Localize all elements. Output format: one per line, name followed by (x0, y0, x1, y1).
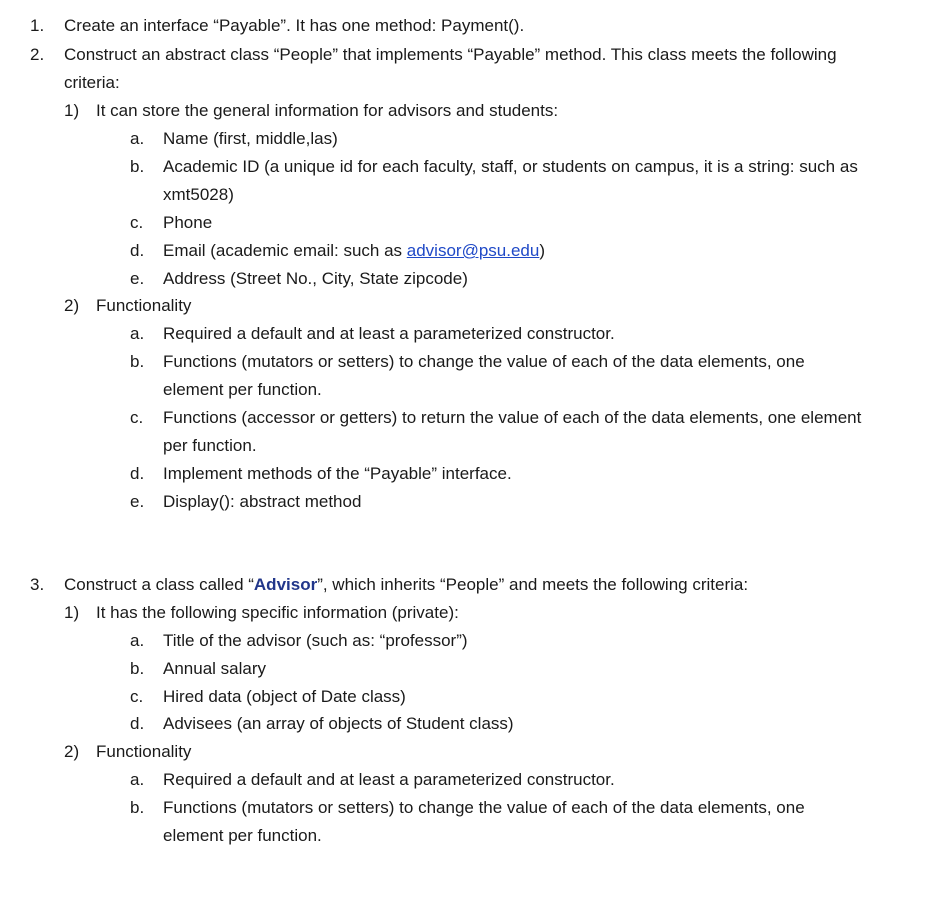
list-item-text: Address (Street No., City, State zipcode) (163, 269, 468, 288)
list-marker: b. (130, 352, 145, 371)
list-item-text: Title of the advisor (such as: “professor”) (163, 631, 468, 650)
list-item-text: Functionality (96, 296, 192, 315)
list-marker: c. (130, 213, 144, 232)
list-marker: a. (130, 770, 145, 789)
list-marker: c. (130, 408, 144, 427)
list-item-text (163, 240, 545, 262)
list-item-text: Required a default and at least a parameterized constructor. (163, 770, 615, 789)
list-item-text: It has the following specific information (private): (96, 603, 459, 622)
list-marker: d. (130, 464, 145, 483)
list-item-text: Functionality (96, 742, 192, 761)
list-marker: 2. (30, 45, 45, 64)
list-item-text-continuation: element per function. (163, 380, 322, 399)
email-suffix-text: ) (539, 241, 545, 260)
list-marker: b. (130, 798, 145, 817)
list-item-text-continuation: per function. (163, 436, 257, 455)
list-item-text: Functions (mutators or setters) to change the value of each of the data elements, one (163, 798, 805, 817)
list-marker: 1) (64, 603, 80, 622)
list-marker: a. (130, 129, 145, 148)
list-marker: 1. (30, 16, 45, 35)
list-item-text: Phone (163, 213, 213, 232)
list-item-text: Create an interface “Payable”. It has one method: Payment(). (64, 16, 525, 35)
class-intro-text: Construct a class called “ (64, 575, 254, 594)
list-item-text: Functions (accessor or getters) to return the value of each of the data elements, one element (163, 408, 862, 427)
list-item-text: It can store the general information for advisors and students: (96, 101, 559, 120)
list-marker: e. (130, 492, 145, 511)
email-label-text: Email (academic email: such as (163, 241, 407, 260)
list-marker: a. (130, 631, 145, 650)
list-marker: a. (130, 324, 145, 343)
list-marker: c. (130, 687, 144, 706)
email-link[interactable]: advisor@psu.edu (406, 241, 540, 260)
list-item-text-continuation: xmt5028) (163, 185, 234, 204)
advisor-class-name: Advisor (253, 575, 318, 594)
list-item-text: Hired data (object of Date class) (163, 687, 406, 706)
list-marker: 2) (64, 742, 80, 761)
list-item-text: Academic ID (a unique id for each faculty, staff, or students on campus, it is a string: such as (163, 157, 858, 176)
list-item-text: Display(): abstract method (163, 492, 362, 511)
class-intro-suffix: ”, which inherits “People” and meets the following criteria: (317, 575, 749, 594)
list-item-text (64, 574, 748, 596)
list-marker: d. (130, 714, 145, 733)
list-marker: d. (130, 241, 145, 260)
list-item-text: Annual salary (163, 659, 267, 678)
list-item-text: Implement methods of the “Payable” interface. (163, 464, 512, 483)
list-marker: 1) (64, 101, 80, 120)
list-item-text: Functions (mutators or setters) to change the value of each of the data elements, one (163, 352, 805, 371)
list-marker: e. (130, 269, 145, 288)
list-item-text: Required a default and at least a parameterized constructor. (163, 324, 615, 343)
list-item-text: Name (first, middle,las) (163, 129, 338, 148)
list-item-text: Advisees (an array of objects of Student class) (163, 714, 514, 733)
list-marker: 2) (64, 296, 80, 315)
list-item-text-continuation: criteria: (64, 73, 120, 92)
list-marker: 3. (30, 575, 45, 594)
list-marker: b. (130, 659, 145, 678)
list-marker: b. (130, 157, 145, 176)
list-item-text: Construct an abstract class “People” that implements “Payable” method. This class meets the following (64, 45, 837, 64)
list-item-text-continuation: element per function. (163, 826, 322, 845)
